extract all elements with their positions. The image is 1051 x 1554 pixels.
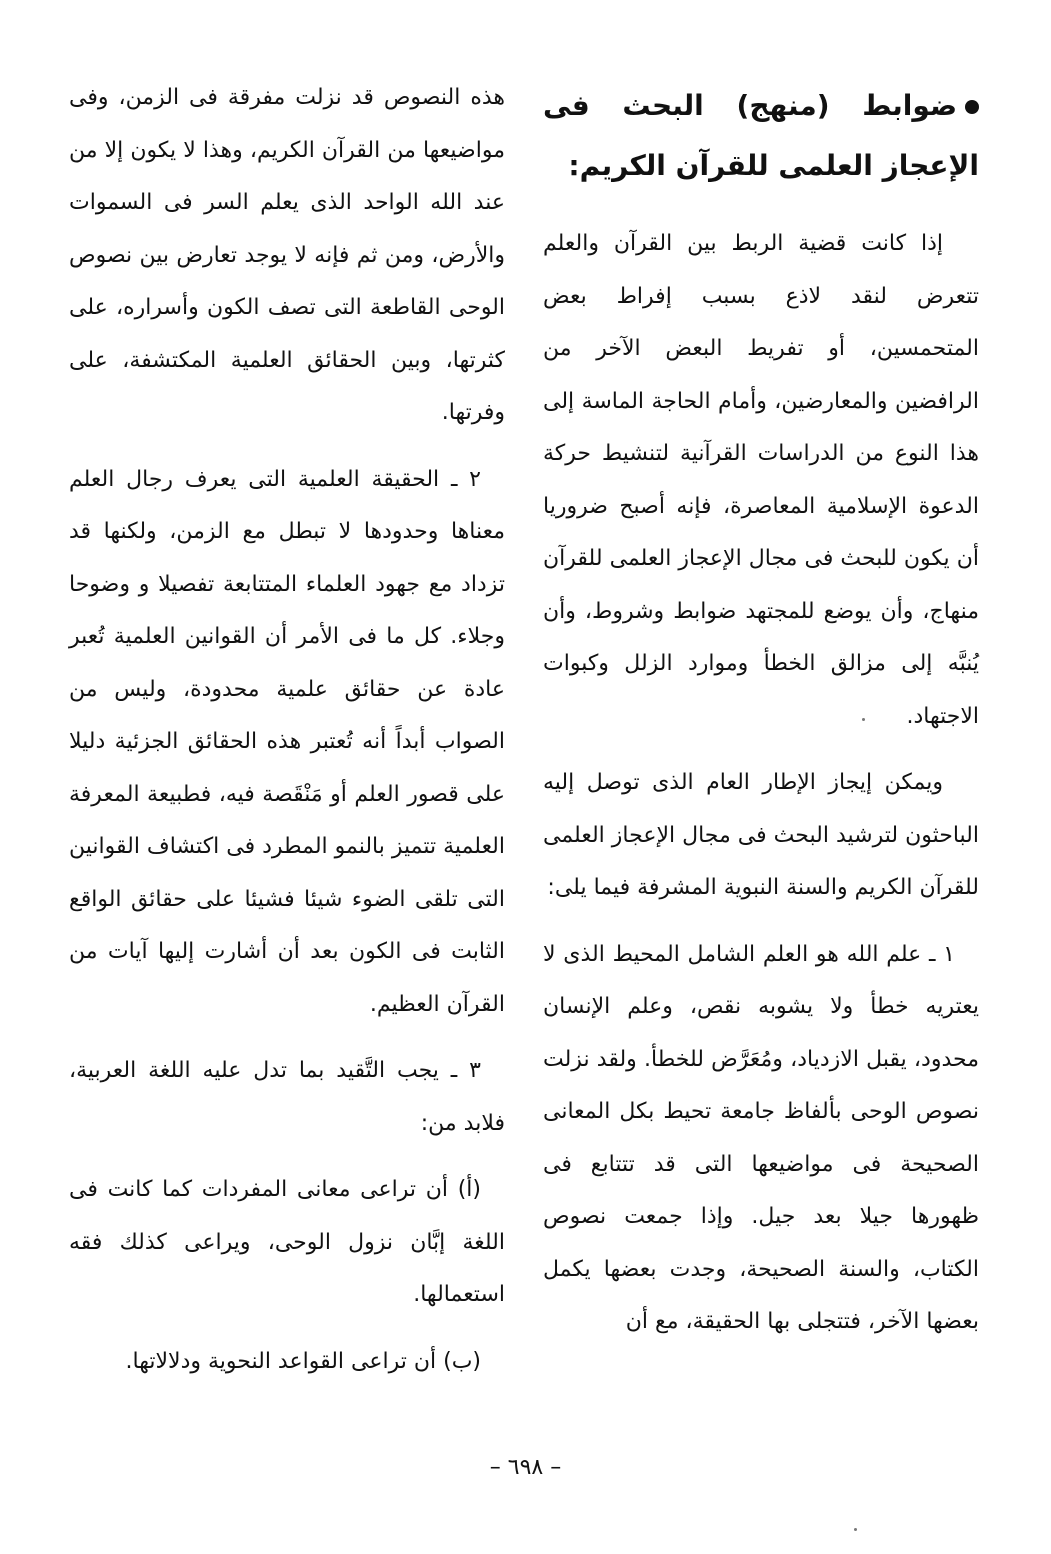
paragraph-point-2: ٢ ـ الحقيقة العلمية التى يعرف رجال العلم معناها وحدودها لا تبطل مع الزمن، ولكنها قد تزداد مع جهود العلماء المتتابعة تفصيلا و وضوحا وجلاء. كل ما فى الأمر أن القوانين العلمية تُعبر عادة عن حقائق علمية محدودة، وليس من الصواب أبداً أنه تُعتبر هذه الحقائق الجزئية دليلا على قصور العلم أو مَنْقَصة فيه، فطبيعة المعرفة العلمية تتميز بالنمو المطرد فى اكتشاف القوانين التى تلقى الضوء شيئا فشيئا على حقائق الواقع الثابت فى الكون بعد أن أشارت إليها آيات من القرآن العظيم.	[69, 466, 505, 1017]
ink-speck	[862, 718, 865, 721]
paragraph-point-3: ٣ ـ يجب التَّقيد بما تدل عليه اللغة العربية، فلابد من:	[69, 1058, 505, 1136]
paragraph-point-3a: (أ) أن تراعى معانى المفردات كما كانت فى اللغة إبَّان نزول الوحى، ويراعى كذلك فقه استعمالها.	[69, 1177, 505, 1307]
section-heading-text: ضوابط (منهج) البحث فى الإعجاز العلمى للقرآن الكريم:	[543, 89, 979, 182]
left-column	[69, 72, 505, 1402]
paragraph-point-1-continued: هذه النصوص قد نزلت مفرقة فى الزمن، وفى مواضيعها من القرآن الكريم، وهذا لا يكون إلا من عند الله الواحد الذى يعلم السر فى السموات والأرض، ومن ثم فإنه لا يوجد تعارض بين نصوص الوحى القاطعة التى تصف الكون وأسراره، على كثرتها، وبين الحقائق العلمية المكتشفة، على وفرتها.	[69, 85, 505, 425]
section-heading	[543, 76, 979, 196]
page-number: – ٦٩٨ –	[489, 1455, 562, 1480]
right-column	[543, 72, 979, 1363]
paragraph-framework: ويمكن إيجاز الإطار العام الذى توصل إليه الباحثون لترشيد البحث فى مجال الإعجاز العلمى للقرآن الكريم والسنة النبوية المشرفة فيما يلى:	[543, 770, 979, 900]
bullet-icon	[965, 100, 979, 114]
paragraph-intro: إذا كانت قضية الربط بين القرآن والعلم تتعرض لنقد لاذع بسبب إفراط بعض المتحمسين، أو تفريط البعض الآخر من الرافضين والمعارضين، وأمام الحاجة الماسة إلى هذا النوع من الدراسات القرآنية لتنشيط حركة الدعوة الإسلامية المعاصرة، فإنه أصبح ضروريا أن يكون للبحث فى مجال الإعجاز العلمى للقرآن منهاج، وأن يوضع للمجتهد ضوابط وشروط، وأن يُنبَّه إلى مزالق الخطأ وموارد الزلل وكبوات الاجتهاد.	[543, 231, 979, 729]
paragraph-point-1: ١ ـ علم الله هو العلم الشامل المحيط الذى لا يعتريه خطأ ولا يشوبه نقص، وعلم الإنسان محدود، يقبل الازدياد، ومُعَرَّض للخطأ. ولقد نزلت نصوص الوحى بألفاظ جامعة تحيط بكل المعانى الصحيحة فى مواضيعها التى قد تتتابع فى ظهورها جيلا بعد جيل. وإذا جمعت نصوص الكتاب، والسنة الصحيحة، وجدت بعضها يكمل بعضها الآخر، فتتجلى بها الحقيقة، مع أن	[543, 941, 979, 1334]
paragraph-point-3b: (ب) أن تراعى القواعد النحوية ودلالاتها.	[125, 1348, 481, 1374]
ink-speck	[854, 1528, 857, 1531]
